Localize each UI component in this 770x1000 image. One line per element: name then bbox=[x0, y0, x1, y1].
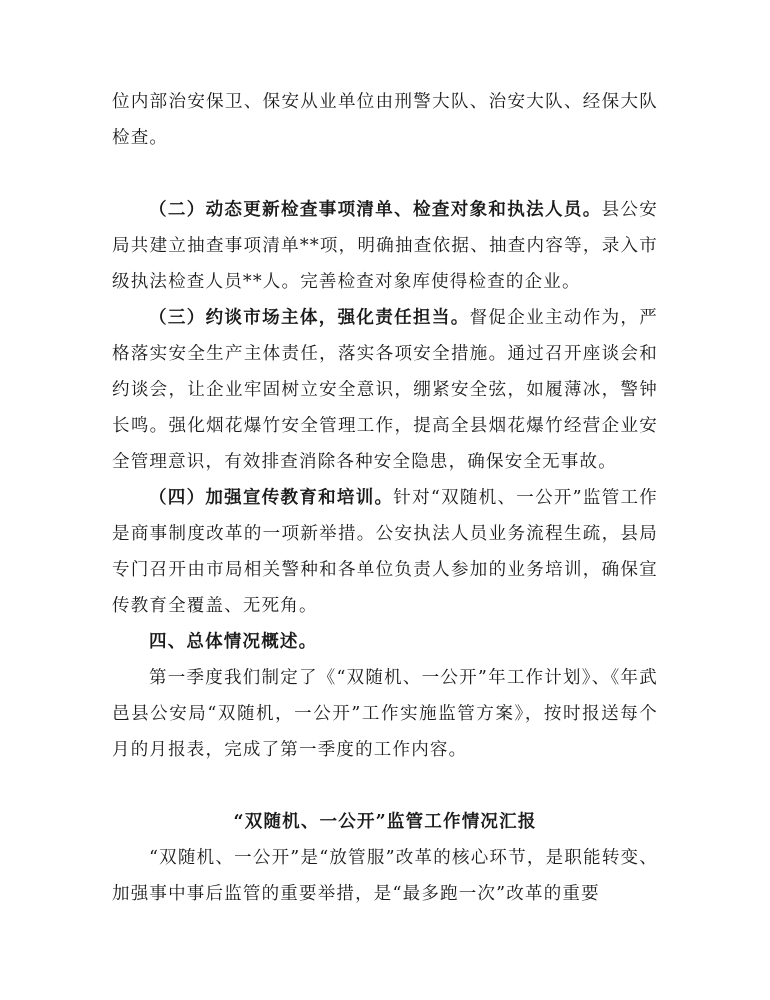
paragraph-q1-summary bbox=[112, 660, 658, 768]
paragraph-text: 位内部治安保卫、保安从业单位由刑警大队、治安大队、经保大队检查。 bbox=[112, 92, 658, 148]
section-heading-2: （二）动态更新检查事项清单、检查对象和执法人员。 bbox=[149, 200, 602, 220]
paragraph-text: 第一季度我们制定了《“双随机、一公开”年工作计划》、《年武邑县公安局“双随机，一公开”工作实施监管方案》，按时报送每个月的月报表，完成了第一季度的工作内容。 bbox=[112, 668, 658, 760]
paragraph-text: 县公安局共建立抽查事项清单**项，明确抽查依据、抽查内容等，录入市级执法检查人员**人。完善检查对象库使得检查的企业。 bbox=[112, 200, 658, 292]
section-heading-4: （四）加强宣传教育和培训。 bbox=[149, 488, 394, 508]
paragraph-report-intro bbox=[112, 840, 658, 912]
paragraph-text: 针对“双随机、一公开”监管工作是商事制度改革的一项新举措。公安执法人员业务流程生疏，县局专门召开由市局相关警种和各单位负责人参加的业务培训，确保宣传教育全覆盖、无死角。 bbox=[112, 488, 658, 616]
section-heading-text: 四、总体情况概述。 bbox=[149, 632, 318, 652]
paragraph-dynamic-update bbox=[112, 192, 658, 300]
report-title-text: “双随机、一公开”监管工作情况汇报 bbox=[233, 812, 537, 832]
paragraph-text: “双随机、一公开”是“放管服”改革的核心环节，是职能转变、加强事中事后监管的重要举措，是“最多跑一次”改革的重要 bbox=[112, 848, 658, 904]
paragraph-publicity-training bbox=[112, 480, 658, 624]
report-title bbox=[112, 804, 658, 840]
section-heading-3: （三）约谈市场主体，强化责任担当。 bbox=[149, 308, 470, 328]
paragraph-text: 督促企业主动作为，严格落实安全生产主体责任，落实各项安全措施。通过召开座谈会和约谈会，让企业牢固树立安全意识，绷紧安全弦，如履薄冰，警钟长鸣。强化烟花爆竹安全管理工作，提高全县烟花爆竹经营企业安全管理意识，有效排查消除各种安全隐患，确保安全无事故。 bbox=[112, 308, 658, 472]
section-heading-overview bbox=[112, 624, 658, 660]
paragraph-market-talks bbox=[112, 300, 658, 480]
paragraph-inspection-units bbox=[112, 84, 658, 156]
